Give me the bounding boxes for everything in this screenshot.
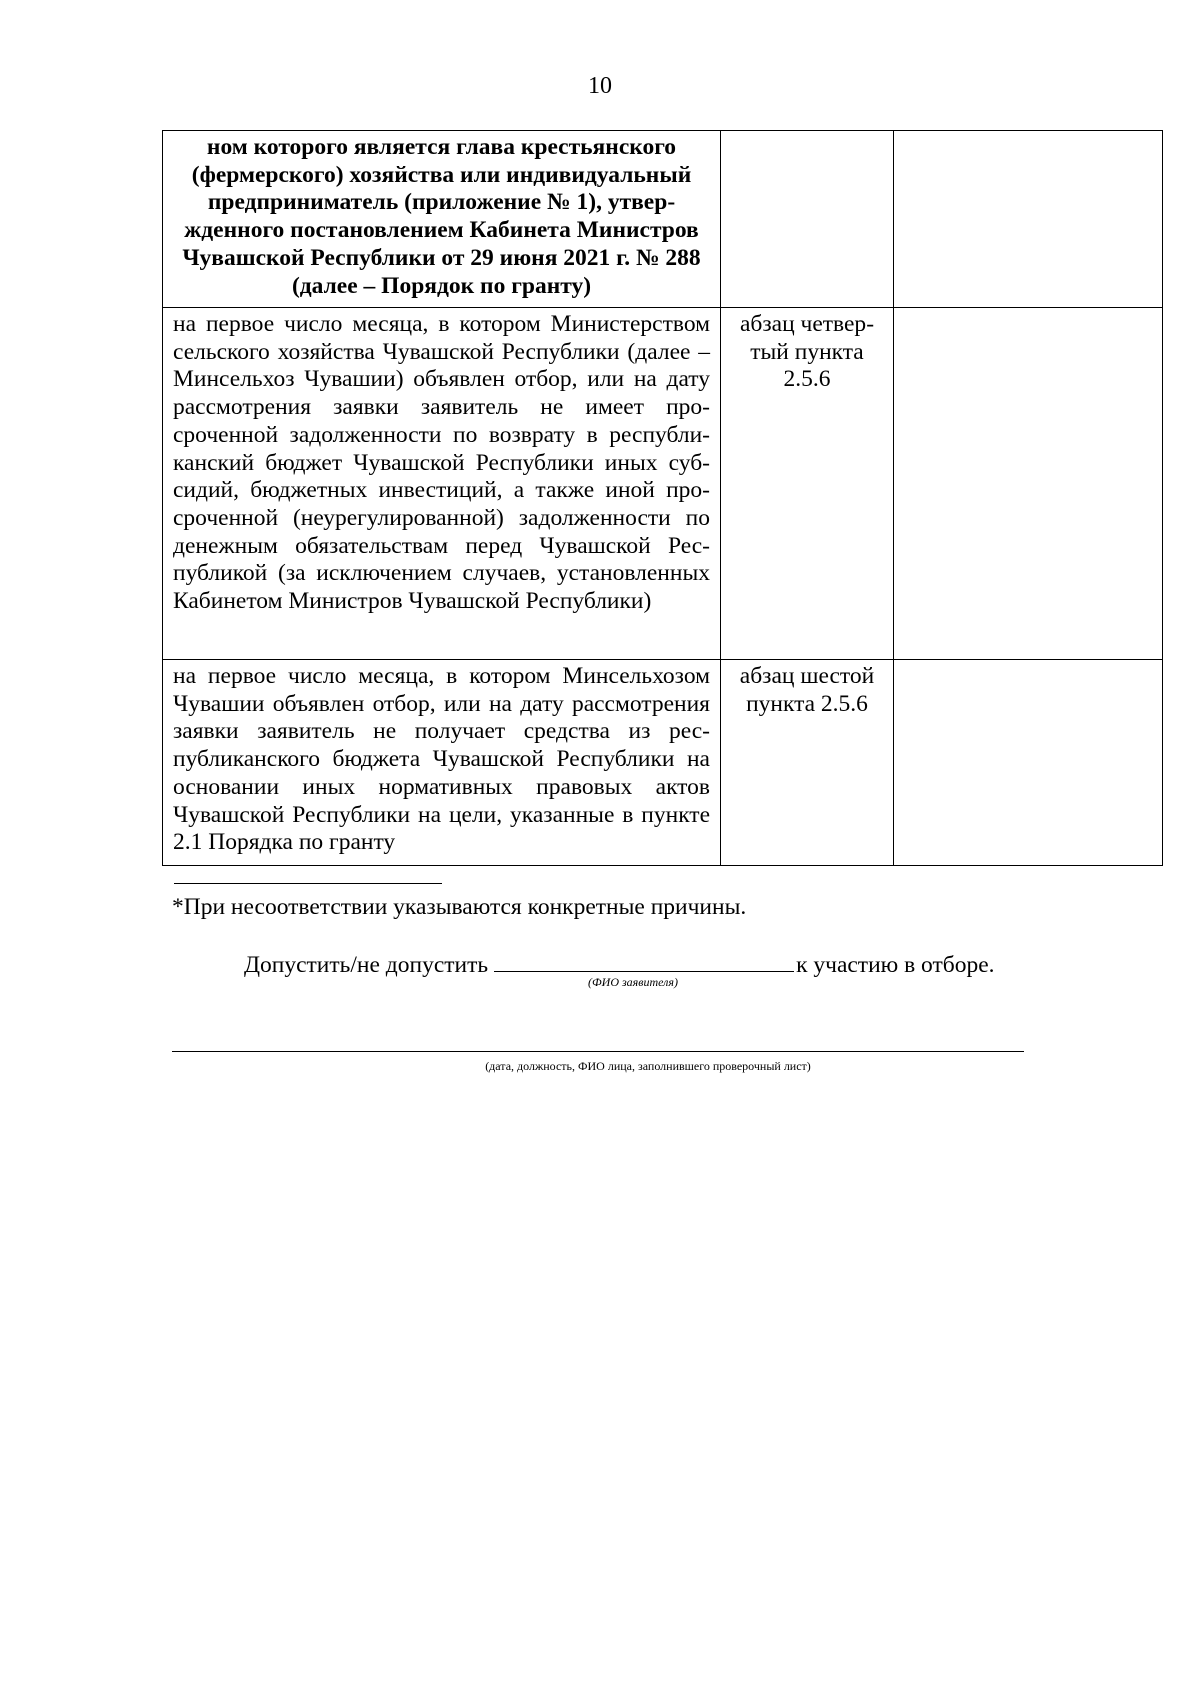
requirement-text: на первое число месяца, в котором Министерством сельского хозяйства Чувашской Республики (далее – Минсельхоз Чувашии) объявлен отбор, или на дату рассмотрения заявки заявитель не имеет просроченной задолженности по возврату в республиканский бюджет Чувашской Республики иных субсидий, бюджетных инвестиций, а также иной просроченной (неурегулированной) задолженности по денежным обязательствам перед Чувашской Республикой (за исключением случаев, установленных Кабинетом Министров Чувашской Республики) [173, 311, 710, 615]
table-row [163, 660, 1163, 866]
decision-prefix: Допустить/не допустить [244, 952, 489, 978]
checklist-table [162, 130, 1163, 866]
footnote-divider [174, 883, 442, 884]
footnote: *При несоответствии указываются конкретные причины. [172, 894, 747, 920]
result-text [894, 308, 1162, 313]
result-text [894, 131, 1162, 136]
signature-line [172, 1051, 1024, 1052]
page-number: 10 [588, 73, 612, 99]
result-cell [894, 131, 1163, 308]
result-cell [894, 308, 1163, 660]
reference-cell [721, 308, 894, 660]
decision-suffix: к участию в отборе. [796, 952, 995, 978]
table-row [163, 131, 1163, 308]
reference-text: абзац шестой пункта 2.5.6 [739, 663, 875, 717]
requirement-cell [163, 131, 721, 308]
applicant-name-caption: (ФИО заявителя) [588, 975, 678, 989]
requirement-cell [163, 660, 721, 866]
requirement-text: на первое число месяца, в котором Минсельхозом Чувашии объявлен отбор, или на дату рассмотрения заявки заявитель не получает средства из республиканского бюджета Чувашской Республики на основании иных нормативных правовых актов Чувашской Республики на цели, указанные в пункте 2.1 Порядка по гранту [173, 663, 710, 856]
reference-cell [721, 131, 894, 308]
applicant-name-blank [494, 949, 794, 972]
requirement-text: ном которого является глава крестьянского (фермерского) хозяйства или индивидуальный предприниматель (приложение № 1), утвержденного постановлением Кабинета Министров Чувашской Республики от 29 июня 2021 г. № 288 (далее – Порядок по гранту) [182, 134, 701, 299]
result-text [894, 660, 1162, 665]
reference-text [721, 131, 893, 136]
requirement-cell [163, 308, 721, 660]
signature-caption: (дата, должность, ФИО лица, заполнившего проверочный лист) [485, 1059, 811, 1073]
result-cell [894, 660, 1163, 866]
reference-cell [721, 660, 894, 866]
table-row [163, 308, 1163, 660]
reference-text: абзац четвертый пункта 2.5.6 [739, 311, 875, 393]
